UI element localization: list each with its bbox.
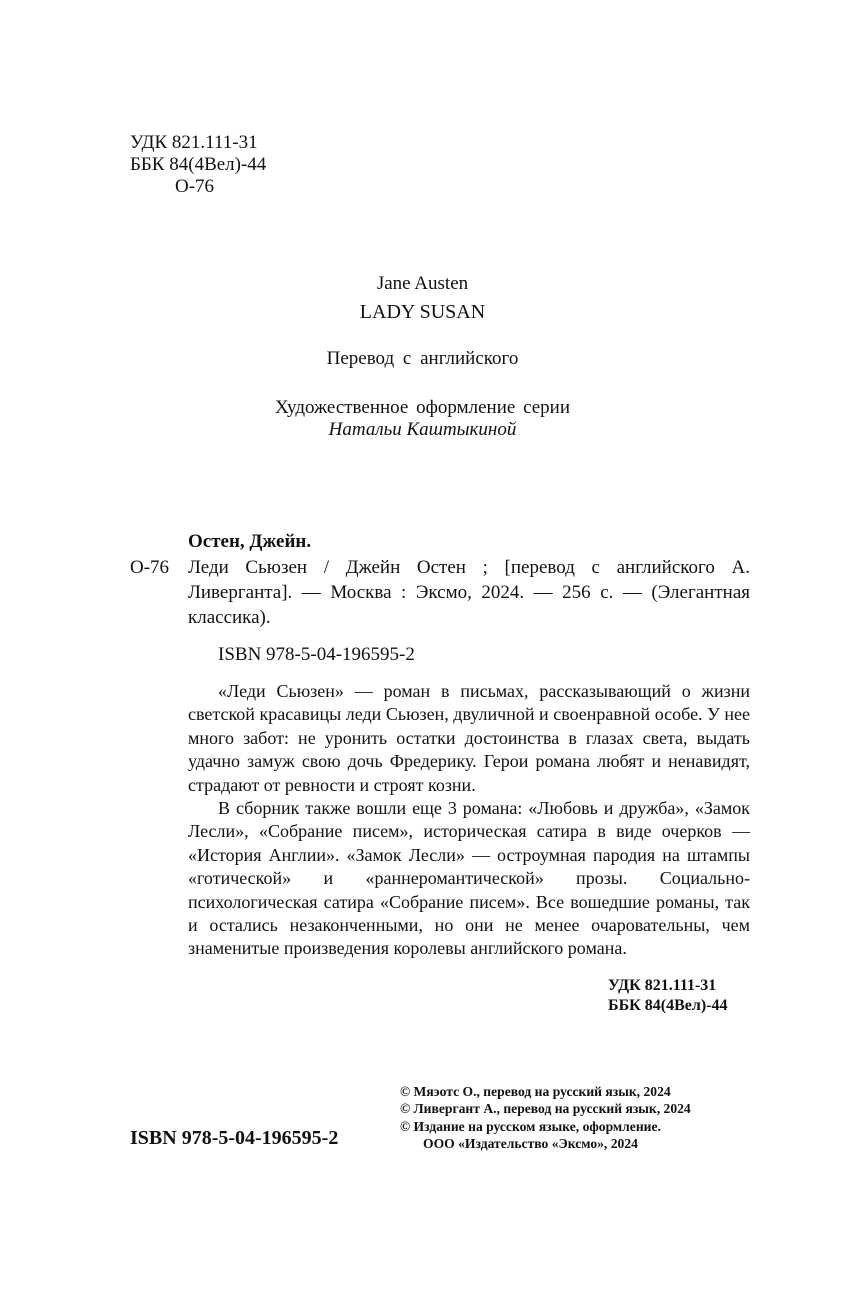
classification-codes — [130, 132, 266, 198]
annotation — [188, 680, 750, 961]
bbk-code: ББК 84(4Вел)-44 — [130, 154, 267, 175]
annotation-paragraph-2: В сборник также вошли еще 3 романа: «Любовь и дружба», «Замок Лесли», «Собрание писем», историческая сатира в виде очерков — «История Англии». «Замок Лесли» — остроумная пародия на штампы «готической» и «раннеромантической» прозы. Социально-психологическая сатира «Собрание писем». Все вошедшие романы, так и остались незаконченными, но они не менее очаровательны, чем знаменитые произведения королевы английского романа. — [188, 798, 750, 959]
classification-codes-right — [608, 976, 728, 1016]
series-designer-name: Натальи Каштыкиной — [328, 419, 517, 440]
bbk-code-right: ББК 84(4Вел)-44 — [608, 997, 728, 1014]
translation-note: Перевод с английского — [326, 348, 519, 369]
original-author: Jane Austen — [376, 273, 469, 294]
copyright-line: © Мяэотс О., перевод на русский язык, 2024 — [400, 1084, 671, 1099]
original-title: LADY SUSAN — [359, 301, 486, 323]
copyright-line: ООО «Издательство «Эксмо», 2024 — [423, 1136, 638, 1152]
series-design-line: Художественное оформление серии — [274, 397, 571, 418]
author-mark: О-76 — [175, 176, 215, 197]
bibliographic-description: Леди Сьюзен / Джейн Остен ; [перевод с английского А. Ливерганта]. — Москва : Эксмо, 2024. — 256 с. — (Элегантная классика). — [188, 557, 750, 628]
bibliographic-author-mark: О-76 — [130, 557, 170, 578]
copyright-block — [400, 1083, 691, 1153]
annotation-paragraph-1: «Леди Сьюзен» — роман в письмах, рассказывающий о жизни светской красавицы леди Сьюзен, двуличной и своенравной особе. У нее много забот: не уронить остатки достоинства в глазах света, выдать удачно замуж свою дочь Фредерику. Герои романа любят и ненавидят, страдают от ревности и строят козни. — [188, 681, 750, 795]
udk-code: УДК 821.111-31 — [130, 132, 258, 153]
copyright-line: © Издание на русском языке, оформление. — [400, 1118, 661, 1134]
bibliographic-isbn: ISBN 978-5-04-196595-2 — [218, 644, 415, 665]
udk-code-right: УДК 821.111-31 — [608, 977, 717, 994]
bibliographic-author-heading: Остен, Джейн. — [188, 531, 312, 552]
isbn-footer: ISBN 978-5-04-196595-2 — [130, 1127, 339, 1149]
copyright-line: © Ливергант А., перевод на русский язык, 2024 — [400, 1101, 691, 1117]
